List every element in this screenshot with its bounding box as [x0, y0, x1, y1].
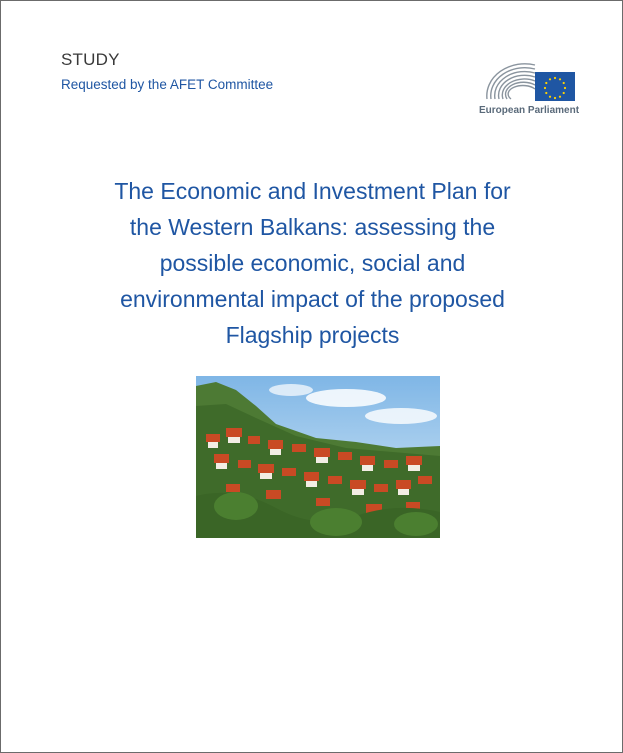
- title-line: The Economic and Investment Plan for: [114, 178, 511, 204]
- cover-photo: [196, 376, 440, 538]
- title-line: possible economic, social and: [159, 250, 466, 276]
- title-line: Flagship projects: [225, 322, 400, 348]
- title-line: the Western Balkans: assessing the: [129, 214, 496, 240]
- eu-flag-icon: [535, 72, 575, 101]
- requested-by-label: Requested by the AFET Committee: [61, 77, 274, 92]
- study-title: [41, 173, 584, 353]
- european-parliament-logo-text: European Parliament: [479, 105, 580, 116]
- document-type-label: STUDY: [61, 50, 120, 69]
- title-line: environmental impact of the proposed: [120, 286, 505, 312]
